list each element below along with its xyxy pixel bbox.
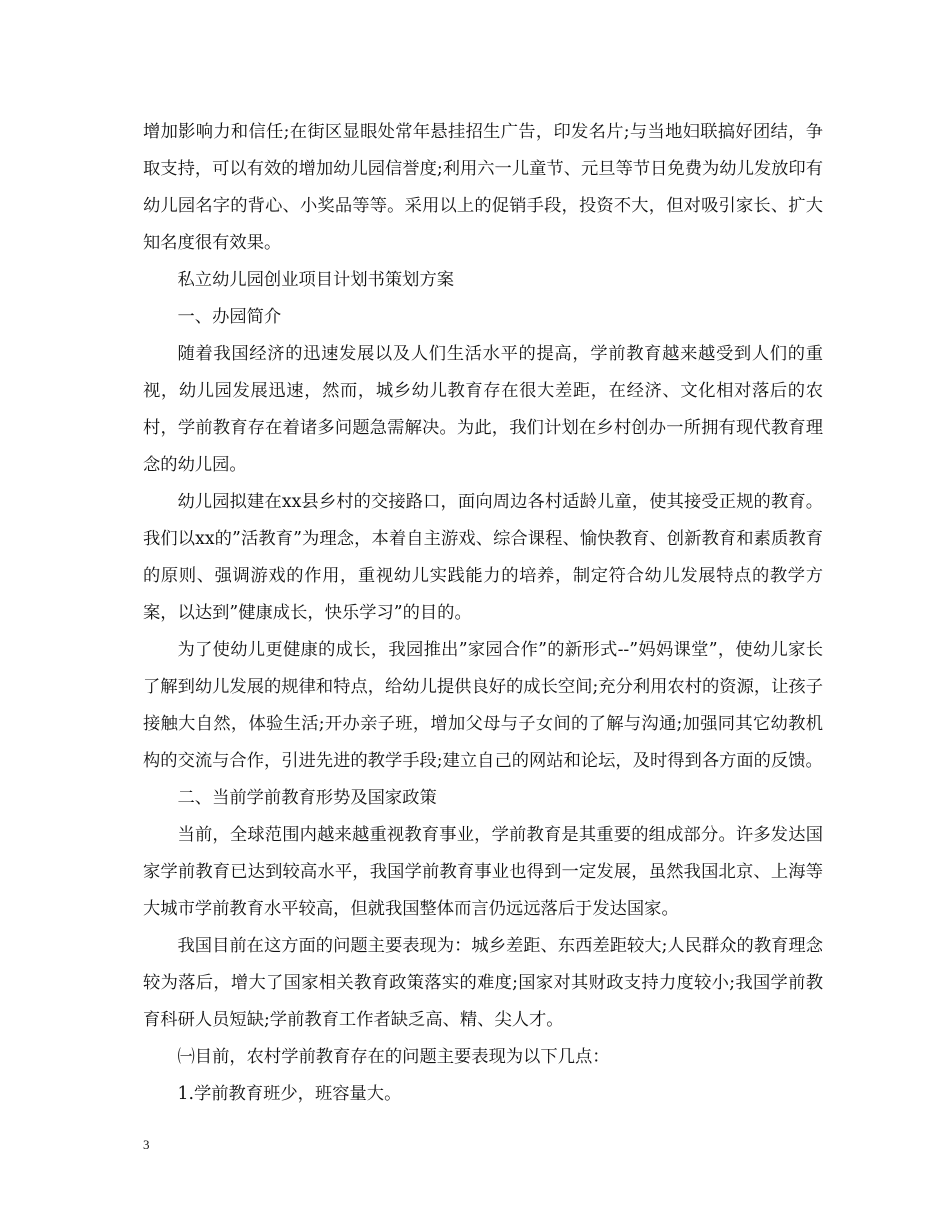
paragraph-continuation: 增加影响力和信任;在街区显眼处常年悬挂招生广告，印发名片;与当地妇联搞好团结，争取支持，可以有效的增加幼儿园信誉度;利用六一儿童节、元旦等节日免费为幼儿发放印有幼儿园名字的背心、小奖品等等。采用以上的促销手段，投资不大，但对吸引家长、扩大知名度很有效果。 (143, 122, 823, 253)
paragraph: 幼儿园拟建在xx县乡村的交接路口，面向周边各村适龄儿童，使其接受正规的教育。我们以xx的”活教育”为理念，本着自主游戏、综合课程、愉快教育、创新教育和素质教育的原则、强调游戏的作用，重视幼儿实践能力的培养，制定符合幼儿发展特点的教学方案，以达到”健康成长，快乐学习”的目的。 (143, 492, 823, 623)
paragraph: 随着我国经济的迅速发展以及人们生活水平的提高，学前教育越来越受到人们的重视，幼儿园发展迅速，然而，城乡幼儿教育存在很大差距，在经济、文化相对落后的农村，学前教育存在着诸多问题急需解决。为此，我们计划在乡村创办一所拥有现代教育理念的幼儿园。 (143, 344, 823, 475)
document-body (143, 114, 823, 1113)
paragraph: 当前，全球范围内越来越重视教育事业，学前教育是其重要的组成部分。许多发达国家学前教育已达到较高水平，我国学前教育事业也得到一定发展，虽然我国北京、上海等大城市学前教育水平较高，但就我国整体而言仍远远落后于发达国家。 (143, 825, 823, 919)
paragraph: 我国目前在这方面的问题主要表现为：城乡差距、东西差距较大;人民群众的教育理念较为落后，增大了国家相关教育政策落实的难度;国家对其财政支持力度较小;我国学前教育科研人员短缺;学前教育工作者缺乏高、精、尖人才。 (143, 936, 823, 1030)
section-heading-2: 二、当前学前教育形势及国家政策 (177, 788, 437, 808)
page-number: 3 (143, 1137, 150, 1152)
section-heading-1: 一、办园简介 (177, 307, 282, 327)
subsection-heading: ㈠目前，农村学前教育存在的问题主要表现为以下几点： (177, 1047, 610, 1067)
paragraph: 为了使幼儿更健康的成长，我园推出”家园合作”的新形式--”妈妈课堂”，使幼儿家长了解到幼儿发展的规律和特点，给幼儿提供良好的成长空间;充分利用农村的资源，让孩子接触大自然，体验生活;开办亲子班，增加父母与子女间的了解与沟通;加强同其它幼教机构的交流与合作，引进先进的教学手段;建立自己的网站和论坛，及时得到各方面的反馈。 (143, 640, 823, 771)
section-title: 私立幼儿园创业项目计划书策划方案 (177, 270, 455, 290)
list-item: 1.学前教育班少，班容量大。 (177, 1084, 402, 1104)
